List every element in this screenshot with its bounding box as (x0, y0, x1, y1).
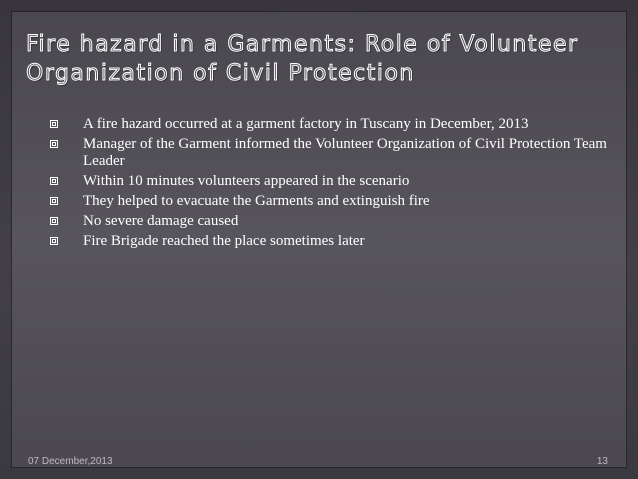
bullet-item (50, 193, 620, 210)
bullet-list (50, 116, 620, 253)
slide-title-line-2: Organization of Civil Protection (26, 61, 415, 86)
square-bullet-icon (50, 177, 58, 185)
square-bullet-icon (50, 120, 58, 128)
square-bullet-icon (50, 237, 58, 245)
bullet-item (50, 136, 620, 170)
bullet-text: Fire Brigade reached the place sometimes later (83, 233, 365, 249)
bullet-text: A fire hazard occurred at a garment factory in Tuscany in December, 2013 (83, 116, 529, 132)
bullet-text: No severe damage caused (83, 213, 239, 229)
bullet-item (50, 116, 620, 133)
bullet-text: Manager of the Garment informed the Volunteer Organization of Civil Protection Team Leader (83, 136, 607, 169)
bullet-item (50, 173, 620, 190)
bullet-text: They helped to evacuate the Garments and extinguish fire (83, 193, 430, 209)
slide-title-line-1: Fire hazard in a Garments: Role of Volunteer (26, 32, 579, 57)
bullet-text: Within 10 minutes volunteers appeared in the scenario (83, 173, 410, 189)
slide-title (26, 30, 616, 88)
bullet-item (50, 213, 620, 230)
footer-date: 07 December,2013 (28, 456, 113, 467)
bullet-item (50, 233, 620, 250)
square-bullet-icon (50, 217, 58, 225)
slide-number: 13 (596, 456, 608, 467)
square-bullet-icon (50, 140, 58, 148)
square-bullet-icon (50, 197, 58, 205)
